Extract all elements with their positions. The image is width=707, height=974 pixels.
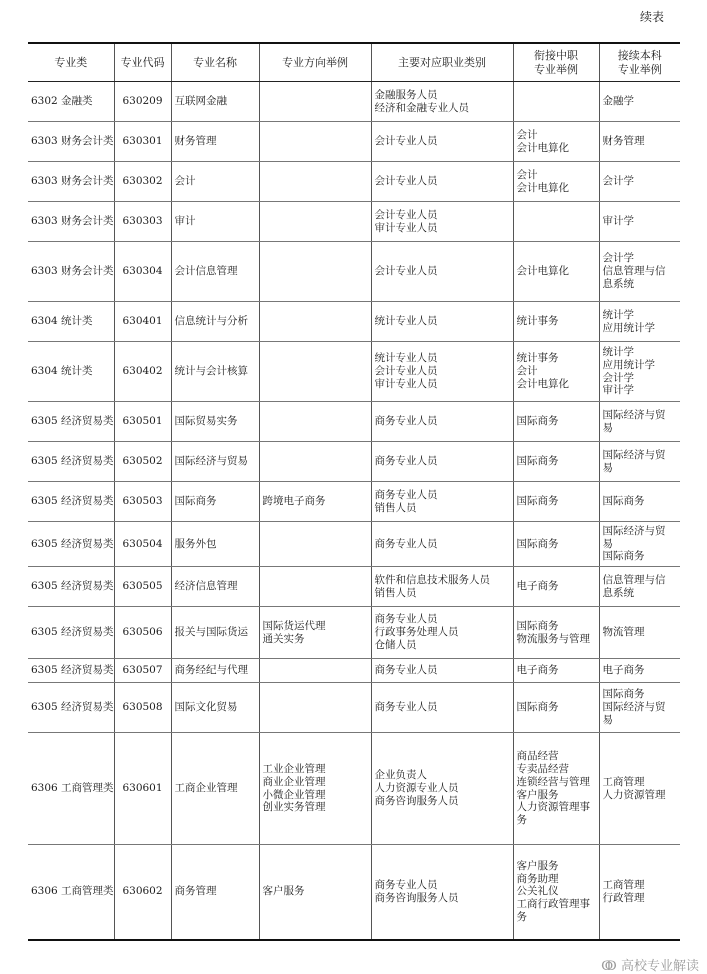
table-row — [28, 122, 680, 162]
cell-secondary-line: 国际商务 — [516, 701, 559, 714]
cell-major-name: 商务管理 — [171, 845, 259, 940]
cell-undergrad-line: 国际商务 — [602, 550, 645, 563]
cell-major-name: 审计 — [171, 202, 259, 242]
cell-occupations — [371, 733, 513, 845]
cell-undergrad-line: 会计学 — [602, 371, 634, 384]
cell-occupations-line: 行政事务处理人员 — [374, 626, 459, 639]
cell-undergrad-line: 信息管理与信 — [602, 573, 666, 586]
continued-label: 续表 — [639, 10, 664, 24]
header-occupations: 主要对应职业类别 — [371, 43, 513, 82]
cell-occupations-line: 销售人员 — [374, 501, 417, 514]
cell-major-name: 会计信息管理 — [171, 242, 259, 302]
cell-secondary-line: 国际商务 — [516, 619, 559, 632]
cell-directions — [259, 202, 371, 242]
cell-undergrad-line: 息系统 — [602, 586, 634, 599]
cell-undergrad-line: 物流管理 — [602, 626, 645, 639]
cell-occupations-line: 仓储人员 — [374, 638, 417, 651]
cell-secondary-line: 工商行政管理事 — [516, 898, 590, 911]
cell-undergrad-line: 电子商务 — [602, 664, 645, 677]
header-undergrad — [599, 43, 680, 82]
cell-directions — [259, 522, 371, 567]
cell-secondary-line: 公关礼仪 — [516, 885, 559, 898]
cell-category: 6305 经济贸易类 — [28, 659, 114, 683]
cell-occupations — [371, 122, 513, 162]
cell-secondary — [513, 122, 599, 162]
cell-undergrad — [599, 82, 680, 122]
cell-code: 630505 — [114, 567, 171, 607]
cell-directions — [259, 342, 371, 402]
cell-code: 630401 — [114, 302, 171, 342]
cell-occupations — [371, 402, 513, 442]
cell-code: 630402 — [114, 342, 171, 402]
cell-code: 630209 — [114, 82, 171, 122]
cell-secondary-line: 连锁经营与管理 — [516, 775, 590, 788]
cell-directions — [259, 482, 371, 522]
cell-undergrad-line: 金融学 — [602, 95, 634, 108]
table-body — [28, 82, 680, 940]
cell-occupations-line: 商务专业人员 — [374, 537, 438, 550]
cell-category: 6305 经济贸易类 — [28, 402, 114, 442]
cell-secondary — [513, 845, 599, 940]
cell-directions-line: 跨境电子商务 — [262, 495, 326, 508]
cell-undergrad-line: 人力资源管理 — [602, 788, 666, 801]
cell-undergrad-line: 行政管理 — [602, 891, 645, 904]
cell-secondary — [513, 522, 599, 567]
cell-undergrad-line: 国际经济与贸 — [602, 448, 666, 461]
cell-secondary — [513, 402, 599, 442]
cell-occupations-line: 商务专业人员 — [374, 613, 438, 626]
cell-undergrad — [599, 522, 680, 567]
table-header-row — [28, 43, 680, 82]
cell-code: 630507 — [114, 659, 171, 683]
cell-undergrad-line: 应用统计学 — [602, 321, 655, 334]
cell-occupations-line: 商务专业人员 — [374, 664, 438, 677]
cell-occupations — [371, 567, 513, 607]
cell-directions-line: 国际货运代理 — [262, 619, 326, 632]
cell-occupations-line: 金融服务人员 — [374, 88, 438, 101]
cell-occupations-line: 会计专业人员 — [374, 135, 438, 148]
cell-category: 6303 财务会计类 — [28, 242, 114, 302]
cell-occupations-line: 商务咨询服务人员 — [374, 891, 459, 904]
cell-undergrad — [599, 845, 680, 940]
cell-undergrad-line: 会计学 — [602, 252, 634, 265]
table-row — [28, 845, 680, 940]
cell-code: 630304 — [114, 242, 171, 302]
cell-occupations-line: 经济和金融专业人员 — [374, 101, 469, 114]
cell-occupations-line: 商务专业人员 — [374, 415, 438, 428]
table-row — [28, 607, 680, 659]
cell-undergrad — [599, 342, 680, 402]
cell-undergrad-line: 应用统计学 — [602, 358, 655, 371]
cell-undergrad-line: 国际商务 — [602, 495, 645, 508]
cell-occupations — [371, 442, 513, 482]
cell-directions-line: 通关实务 — [262, 632, 305, 645]
cell-occupations — [371, 607, 513, 659]
cell-major-name: 信息统计与分析 — [171, 302, 259, 342]
cell-undergrad-line: 易 — [602, 537, 613, 550]
cell-undergrad-line: 易 — [602, 421, 613, 434]
cell-undergrad-line: 国际经济与贸 — [602, 524, 666, 537]
table-row — [28, 522, 680, 567]
cell-undergrad — [599, 482, 680, 522]
cell-category: 6303 财务会计类 — [28, 162, 114, 202]
table-row — [28, 733, 680, 845]
table-row — [28, 683, 680, 733]
cell-code: 630501 — [114, 402, 171, 442]
cell-directions — [259, 82, 371, 122]
cell-secondary-line: 专卖品经营 — [516, 762, 569, 775]
cell-undergrad — [599, 567, 680, 607]
cell-undergrad-line: 审计学 — [602, 215, 634, 228]
cell-undergrad-line: 工商管理 — [602, 878, 645, 891]
cell-undergrad — [599, 122, 680, 162]
cell-code: 630303 — [114, 202, 171, 242]
cell-major-name: 国际经济与贸易 — [171, 442, 259, 482]
cell-major-name: 国际文化贸易 — [171, 683, 259, 733]
cell-major-name: 统计与会计核算 — [171, 342, 259, 402]
cell-category: 6305 经济贸易类 — [28, 482, 114, 522]
table-row — [28, 442, 680, 482]
cell-directions-line: 小微企业管理 — [262, 788, 326, 801]
cell-undergrad-line: 工商管理 — [602, 775, 645, 788]
cell-category: 6305 经济贸易类 — [28, 567, 114, 607]
cell-secondary-line: 会计 — [516, 128, 538, 141]
cell-code: 630508 — [114, 683, 171, 733]
cell-secondary-line: 国际商务 — [516, 415, 559, 428]
cell-occupations-line: 软件和信息技术服务人员 — [374, 573, 490, 586]
header-secondary-line: 衔接中职 — [534, 49, 578, 63]
cell-undergrad — [599, 683, 680, 733]
cell-undergrad-line: 审计学 — [602, 384, 634, 397]
cell-directions-line: 工业企业管理 — [262, 762, 326, 775]
cell-secondary-line: 务 — [516, 910, 527, 923]
cell-undergrad-line: 信息管理与信 — [602, 265, 666, 278]
cell-undergrad-line: 国际经济与贸 — [602, 408, 666, 421]
cell-secondary-line: 统计事务 — [516, 315, 559, 328]
cell-undergrad — [599, 242, 680, 302]
header-category: 专业类 — [28, 43, 114, 82]
cell-occupations-line: 统计专业人员 — [374, 315, 438, 328]
table-row — [28, 162, 680, 202]
cell-major-name: 经济信息管理 — [171, 567, 259, 607]
cell-category: 6304 统计类 — [28, 302, 114, 342]
cell-category: 6304 统计类 — [28, 342, 114, 402]
cell-category: 6305 经济贸易类 — [28, 607, 114, 659]
cell-category: 6305 经济贸易类 — [28, 442, 114, 482]
cell-code: 630506 — [114, 607, 171, 659]
cell-occupations — [371, 522, 513, 567]
cell-secondary-line: 国际商务 — [516, 455, 559, 468]
cell-directions — [259, 122, 371, 162]
cell-secondary — [513, 683, 599, 733]
cell-occupations — [371, 659, 513, 683]
cell-secondary — [513, 442, 599, 482]
cell-occupations — [371, 162, 513, 202]
cell-category: 6302 金融类 — [28, 82, 114, 122]
cell-undergrad — [599, 733, 680, 845]
table-row — [28, 567, 680, 607]
page-header — [0, 0, 707, 40]
cell-secondary-line: 会计电算化 — [516, 141, 569, 154]
cell-secondary — [513, 342, 599, 402]
cell-major-name: 商务经纪与代理 — [171, 659, 259, 683]
cell-secondary — [513, 659, 599, 683]
cell-secondary-line: 电子商务 — [516, 580, 559, 593]
cell-occupations — [371, 202, 513, 242]
cell-code: 630602 — [114, 845, 171, 940]
cell-undergrad — [599, 442, 680, 482]
cell-occupations — [371, 845, 513, 940]
cell-code: 630504 — [114, 522, 171, 567]
header-code: 专业代码 — [114, 43, 171, 82]
table-row — [28, 342, 680, 402]
cell-occupations-line: 统计专业人员 — [374, 352, 438, 365]
cell-occupations-line: 审计专业人员 — [374, 377, 438, 390]
cell-secondary-line: 物流服务与管理 — [516, 632, 590, 645]
cell-category: 6306 工商管理类 — [28, 845, 114, 940]
table-row — [28, 482, 680, 522]
cell-major-name: 工商企业管理 — [171, 733, 259, 845]
cell-directions — [259, 442, 371, 482]
cell-undergrad — [599, 659, 680, 683]
cell-secondary-line: 国际商务 — [516, 495, 559, 508]
header-undergrad-line: 专业举例 — [617, 62, 662, 76]
header-name: 专业名称 — [171, 43, 259, 82]
table-row — [28, 202, 680, 242]
cell-occupations-line: 商务咨询服务人员 — [374, 794, 459, 807]
cell-secondary — [513, 733, 599, 845]
cell-directions — [259, 302, 371, 342]
cell-secondary-line: 会计 — [516, 168, 538, 181]
cell-occupations-line: 会计专业人员 — [374, 175, 438, 188]
cell-occupations-line: 人力资源专业人员 — [374, 782, 459, 795]
cell-major-name: 国际商务 — [171, 482, 259, 522]
cell-undergrad-line: 会计学 — [602, 175, 634, 188]
cell-secondary — [513, 162, 599, 202]
cell-directions — [259, 402, 371, 442]
cell-directions — [259, 607, 371, 659]
cell-secondary-line: 客户服务 — [516, 859, 559, 872]
cell-major-name: 会计 — [171, 162, 259, 202]
cell-occupations — [371, 683, 513, 733]
cell-secondary — [513, 607, 599, 659]
cell-occupations — [371, 82, 513, 122]
cell-undergrad-line: 易 — [602, 713, 613, 726]
cell-category: 6306 工商管理类 — [28, 733, 114, 845]
cell-undergrad-line: 财务管理 — [602, 135, 645, 148]
cell-secondary-line: 会计电算化 — [516, 377, 569, 390]
table-row — [28, 402, 680, 442]
cell-occupations-line: 会计专业人员 — [374, 265, 438, 278]
cell-secondary-line: 会计电算化 — [516, 181, 569, 194]
cell-secondary — [513, 242, 599, 302]
cell-code: 630502 — [114, 442, 171, 482]
cell-code: 630601 — [114, 733, 171, 845]
cell-secondary-line: 会计电算化 — [516, 265, 569, 278]
table-row — [28, 302, 680, 342]
cell-occupations — [371, 482, 513, 522]
cell-secondary-line: 会计 — [516, 365, 538, 378]
header-directions: 专业方向举例 — [259, 43, 371, 82]
cell-major-name: 财务管理 — [171, 122, 259, 162]
cell-major-name: 互联网金融 — [171, 82, 259, 122]
cell-directions — [259, 567, 371, 607]
cell-secondary — [513, 567, 599, 607]
cell-undergrad — [599, 402, 680, 442]
cell-undergrad-line: 国际经济与贸 — [602, 701, 666, 714]
cell-directions — [259, 162, 371, 202]
cell-directions — [259, 845, 371, 940]
cell-code: 630302 — [114, 162, 171, 202]
cell-directions — [259, 733, 371, 845]
cell-secondary-line: 统计事务 — [516, 352, 559, 365]
cell-major-name: 报关与国际货运 — [171, 607, 259, 659]
cell-undergrad-line: 统计学 — [602, 308, 634, 321]
cell-occupations — [371, 342, 513, 402]
cell-directions-line: 商业企业管理 — [262, 775, 326, 788]
cell-secondary — [513, 302, 599, 342]
cell-secondary — [513, 202, 599, 242]
cell-undergrad-line: 国际商务 — [602, 688, 645, 701]
cell-secondary-line: 电子商务 — [516, 664, 559, 677]
cell-occupations-line: 商务专业人员 — [374, 701, 438, 714]
table-row — [28, 82, 680, 122]
cell-occupations-line: 商务专业人员 — [374, 878, 438, 891]
table-row — [28, 242, 680, 302]
cell-occupations-line: 会计专业人员 — [374, 208, 438, 221]
cell-category: 6303 财务会计类 — [28, 122, 114, 162]
cell-secondary-line: 务 — [516, 814, 527, 827]
cell-category: 6305 经济贸易类 — [28, 522, 114, 567]
cell-undergrad — [599, 202, 680, 242]
cell-secondary — [513, 482, 599, 522]
cell-occupations — [371, 302, 513, 342]
cell-secondary — [513, 82, 599, 122]
cell-code: 630301 — [114, 122, 171, 162]
cell-code: 630503 — [114, 482, 171, 522]
watermark — [601, 955, 699, 974]
cell-major-name: 国际贸易实务 — [171, 402, 259, 442]
cell-secondary-line: 商务助理 — [516, 872, 559, 885]
cell-undergrad-line: 统计学 — [602, 345, 634, 358]
major-catalog-table — [28, 42, 680, 941]
cell-occupations-line: 审计专业人员 — [374, 221, 438, 234]
cell-category: 6303 财务会计类 — [28, 202, 114, 242]
cell-occupations-line: 销售人员 — [374, 586, 417, 599]
cell-undergrad-line: 易 — [602, 461, 613, 474]
cell-secondary-line: 商品经营 — [516, 750, 559, 763]
cell-occupations-line: 商务专业人员 — [374, 488, 438, 501]
cell-secondary-line: 客户服务 — [516, 788, 559, 801]
cell-directions-line: 创业实务管理 — [262, 801, 326, 814]
cell-category: 6305 经济贸易类 — [28, 683, 114, 733]
cell-secondary-line: 国际商务 — [516, 537, 559, 550]
watermark-text: 高校专业解读 — [620, 959, 699, 974]
cell-directions-line: 客户服务 — [262, 885, 305, 898]
cell-undergrad — [599, 607, 680, 659]
cell-directions — [259, 683, 371, 733]
cell-undergrad — [599, 302, 680, 342]
table-row — [28, 659, 680, 683]
cell-undergrad-line: 息系统 — [602, 277, 634, 290]
cell-directions — [259, 242, 371, 302]
cell-occupations-line: 企业负责人 — [374, 769, 427, 782]
cell-occupations — [371, 242, 513, 302]
header-undergrad-line: 接续本科 — [617, 49, 662, 63]
header-secondary-line: 专业举例 — [534, 62, 578, 76]
cell-undergrad — [599, 162, 680, 202]
cell-occupations-line: 商务专业人员 — [374, 455, 438, 468]
cell-secondary-line: 人力资源管理事 — [516, 801, 590, 814]
cell-occupations-line: 会计专业人员 — [374, 365, 438, 378]
header-secondary — [513, 43, 599, 82]
watermark-icon: ↂ — [601, 959, 617, 974]
cell-directions — [259, 659, 371, 683]
cell-major-name: 服务外包 — [171, 522, 259, 567]
